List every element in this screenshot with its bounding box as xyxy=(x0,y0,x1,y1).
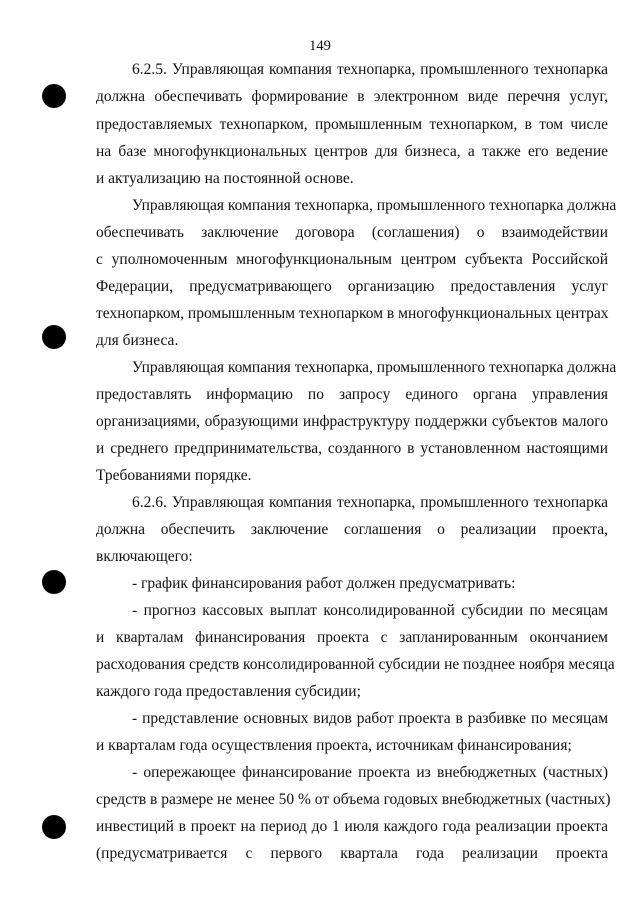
text-line: - прогноз кассовых выплат консолидированной субсидии по месяцам xyxy=(132,602,608,619)
text-line: 6.2.5. Управляющая компания технопарка, промышленного технопарка xyxy=(132,61,608,78)
text-line: и актуализацию на постоянной основе. xyxy=(96,170,354,187)
text-line: и кварталам финансирования проекта с запланированным окончанием xyxy=(96,629,608,646)
text-line: для бизнеса. xyxy=(96,332,179,349)
text-line: - опережающее финансирование проекта из внебюджетных (частных) xyxy=(132,764,608,781)
text-line: с уполномоченным многофункциональным центром субъекта Российской xyxy=(96,251,608,268)
text-line: - график финансирования работ должен предусматривать: xyxy=(132,575,516,592)
text-line: 6.2.6. Управляющая компания технопарка, промышленного технопарка xyxy=(132,494,608,511)
text-line: средств в размере не менее 50 % от объема годовых внебюджетных (частных) xyxy=(96,791,611,808)
text-line: предоставляемых технопарком, промышленным технопарком, в том числе xyxy=(96,116,608,133)
text-line: включающего: xyxy=(96,548,193,565)
text-line: технопарком, промышленным технопарком в многофункциональных центрах xyxy=(96,305,609,322)
page-number: 149 xyxy=(309,38,331,54)
text-line: обеспечивать заключение договора (соглашения) о взаимодействии xyxy=(96,224,608,241)
text-line: организациями, образующими инфраструктуру поддержки субъектов малого xyxy=(96,413,608,430)
text-line: каждого года предоставления субсидии; xyxy=(96,683,361,700)
text-line: и среднего предпринимательства, созданного в установленном настоящими xyxy=(96,440,608,457)
text-line: инвестиций в проект на период до 1 июля каждого года реализации проекта xyxy=(96,818,608,835)
text-line: предоставлять информацию по запросу единого органа управления xyxy=(96,386,608,403)
text-line: на базе многофункциональных центров для бизнеса, а также его ведение xyxy=(96,143,608,160)
text-line: (предусматривается с первого квартала года реализации проекта xyxy=(96,845,608,862)
text-line: Федерации, предусматривающего организацию предоставления услуг xyxy=(96,278,608,295)
text-line: и кварталам года осуществления проекта, источникам финансирования; xyxy=(96,737,572,754)
text-line: Управляющая компания технопарка, промышленного технопарка должна xyxy=(132,359,617,376)
text-line: расходования средств консолидированной субсидии не позднее ноября месяца xyxy=(96,656,615,673)
text-line: Требованиями порядке. xyxy=(96,467,252,484)
text-line: - представление основных видов работ проекта в разбивке по месяцам xyxy=(132,710,608,727)
text-line: Управляющая компания технопарка, промышленного технопарка должна xyxy=(132,197,617,214)
text-line: должна обеспечивать формирование в электронном виде перечня услуг, xyxy=(96,88,608,105)
text-line: должна обеспечить заключение соглашения о реализации проекта, xyxy=(96,521,608,538)
